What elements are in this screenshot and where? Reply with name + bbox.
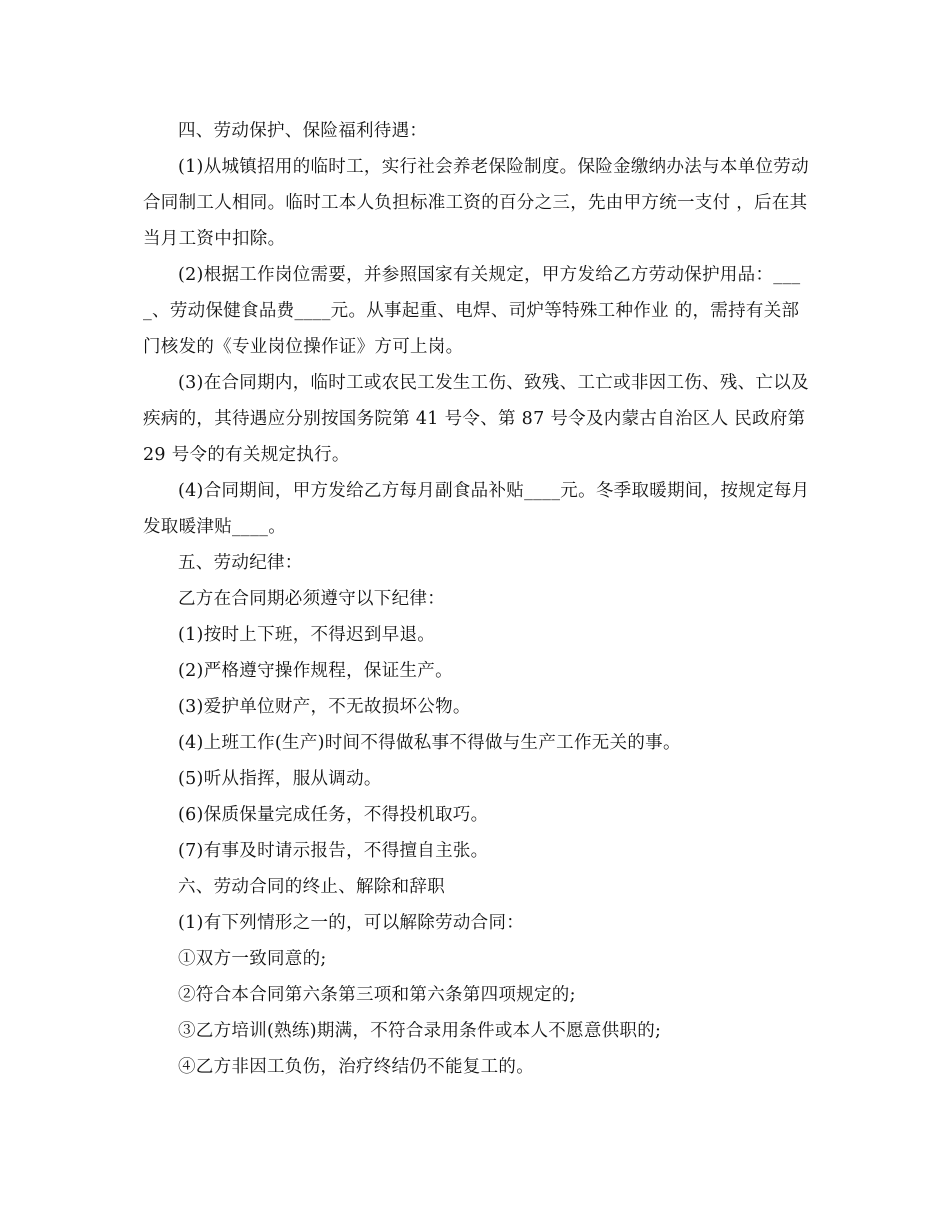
discipline-item: (7)有事及时请示报告，不得擅自主张。 — [178, 841, 489, 861]
clause-2-protective-supplies: (2)根据工作岗位需要，并参照国家有关规定，甲方发给乙方劳动保护用品：____、劳动保健食品费____元。从事起重、电焊、司炉等特殊工种作业 的，需持有关部门核发的《专业岗位操作证》方可上岗。 — [143, 265, 801, 357]
section-heading-labor-protection: 四、劳动保护、保险福利待遇： — [178, 121, 428, 141]
discipline-item: (5)听从指挥，服从调动。 — [178, 769, 382, 789]
discipline-item: (4)上班工作(生产)时间不得做私事不得做与生产工作无关的事。 — [178, 733, 681, 753]
discipline-intro: 乙方在合同期必须遵守以下纪律： — [178, 589, 445, 609]
discipline-item: (3)爱护单位财产，不无故损坏公物。 — [178, 697, 471, 717]
clause-3-injury-benefits: (3)在合同期内，临时工或农民工发生工伤、致残、工亡或非因工伤、残、亡以及疾病的，其待遇应分别按国务院第 41 号令、第 87 号令及内蒙古自治区人 民政府第 29 号令的有关规定执行。 — [143, 373, 809, 465]
termination-condition: ②符合本合同第六条第三项和第六条第四项规定的; — [178, 985, 576, 1005]
section-heading-labor-discipline: 五、劳动纪律： — [178, 553, 303, 573]
document-body — [143, 113, 811, 1085]
discipline-item: (1)按时上下班，不得迟到早退。 — [178, 625, 436, 645]
discipline-item: (6)保质保量完成任务，不得投机取巧。 — [178, 805, 489, 825]
clause-4-subsidies: (4)合同期间，甲方发给乙方每月副食品补贴____元。冬季取暖期间，按规定每月发取暖津贴____。 — [143, 481, 810, 537]
termination-condition: ④乙方非因工负伤，治疗终结仍不能复工的。 — [178, 1057, 534, 1077]
termination-condition: ①双方一致同意的; — [178, 949, 327, 969]
discipline-item: (2)严格遵守操作规程，保证生产。 — [178, 661, 453, 681]
termination-clause-1: (1)有下列情形之一的，可以解除劳动合同： — [178, 913, 525, 933]
section-heading-termination: 六、劳动合同的终止、解除和辞职 — [178, 877, 445, 897]
clause-1-social-insurance: (1)从城镇招用的临时工，实行社会养老保险制度。保险金缴纳办法与本单位劳动合同制工人相同。临时工本人负担标准工资的百分之三，先由甲方统一支付 ，后在其当月工资中扣除。 — [143, 157, 809, 249]
termination-condition: ③乙方培训(熟练)期满，不符合录用条件或本人不愿意供职的; — [178, 1021, 662, 1041]
